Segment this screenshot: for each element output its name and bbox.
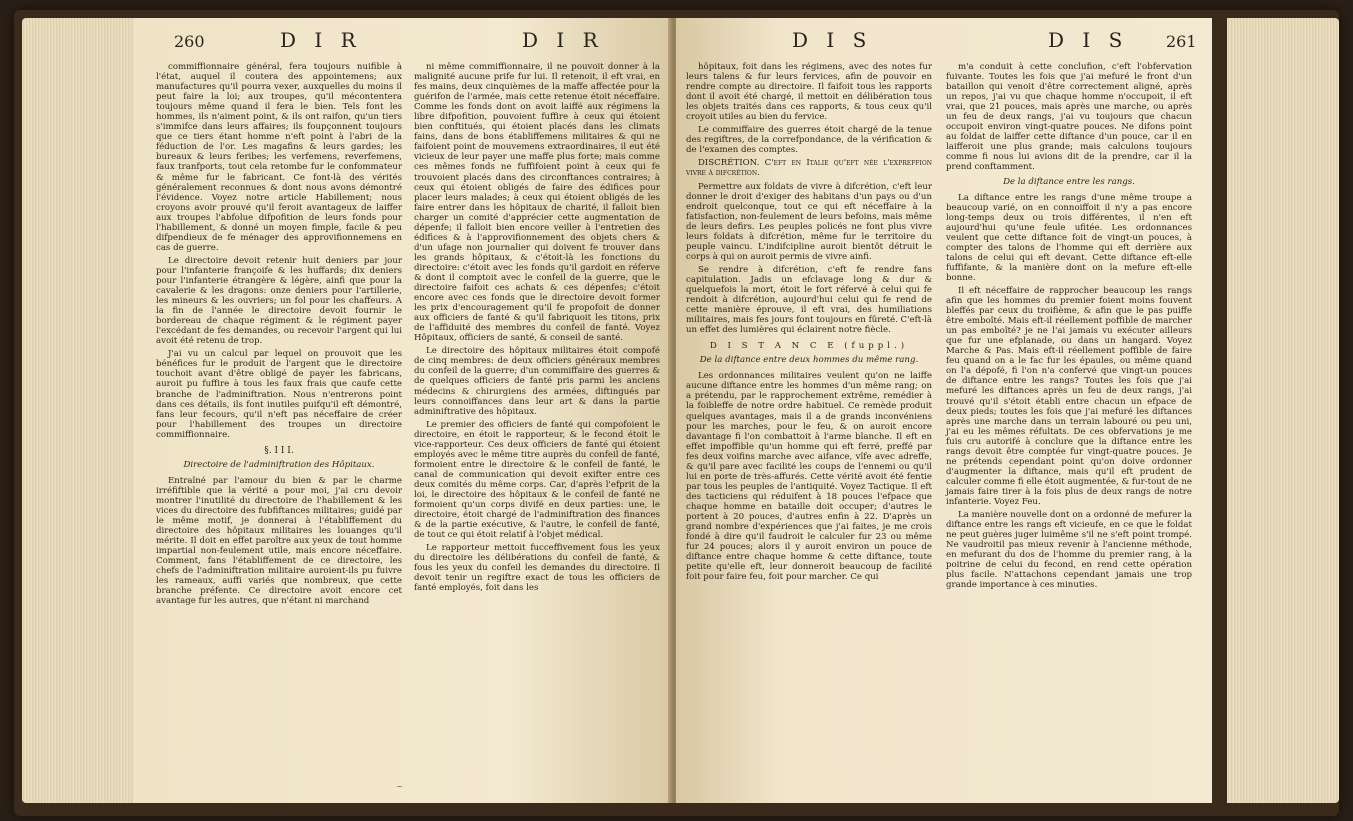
paragraph: commiffionnaire général, fera toujours nuifible à l'état, auquel il coutera des appointemens; aux manufactures qu'il pourra vexer, auxquelles du moins il peut faire la loi; aux troupes, qu'il mécontentera toujours même quand il fera le bien. Tels font les hommes, ils n'aiment point, & ils ont raifon, qu'un tiers s'immifce dans leurs affaires; ils foupçonnent toujours que ce tiers étant homme n'eft point à l'abri de la féduction de l'or. Les magafins & leurs gardes; les bureaux & leurs feribes; les verfemens, reverfemens, faux tranfports, tout cela retombe fur le confommateur & même fur le fabricant. Ce font-là des vérités généralement reconnues & dont nous avons démontré l'évidence. Voyez notre article Habillement; nous croyons avoir prouvé qu'il feroit avantageux de laiffer aux troupes l'abfolue difpofition de leurs fonds pour l'habillement, & donné un moyen fimple, facile & peu difpendieux de fe ménager des approvifionnemens en cas de guerre. [156,62,402,253]
running-head: D I S [1048,28,1129,52]
paragraph: m'a conduit à cette conclufion, c'eft l'obfervation fuivante. Toutes les fois que j'ai mefuré le front d'un bataillon qui venoit d'être correctement aligné, après un repos, j'ai vu que chaque homme n'occupoit, il eft vrai, que 21 pouces, mais après une marche, ou après un feu de deux rangs, j'ai vu toujours que chacun occupoit environ vingt-quatre pouces. Ne difons point au foldat de laiffer cette diftance d'un pouce, car il en laifferoit une plus grande; mais calculons toujours comme fi nous lui avions dit de la prendre, car il la prend conftamment. [946,62,1192,173]
paragraph: Il eft néceffaire de rapprocher beaucoup les rangs afin que les hommes du premier foient moins fouvent bleffés par ceux du troifième, & afin que le pas puiffe être emboîté. Mais eft-il réellement poffible de marcher un pas emboîté? je ne l'ai jamais vu exécuter ailleurs que fur une efplanade, ou dans un hangard. Voyez Marche & Pas. Mais eft-il réellement poffible de faire feu quand on a le fac fur les épaules, ou même quand on l'a dépofé, fi l'on n'a confervé que vingt-un pouces de diftance entre les rangs? Toutes les fois que j'ai mefuré les diftances après un feu de deux rangs, j'ai trouvé qu'il s'étoit établi entre chacun un efpace de deux pieds; toutes les fois que j'ai mefuré les diftances après une marche dans un terrain labouré ou peu uni, j'ai eu les mêmes réfultats. De ces obfervations je me fuis cru autorifé à conclure que la diftance entre les rangs devoit être comptée fur vingt-quatre pouces. Je ne prétends cependant point qu'on doive ordonner d'augmenter la diftance, mais qu'il eft prudent de calculer comme fi elle étoit augmentée, & fur-tout de ne jamais faire tirer à la fois plus de deux rangs de notre infanterie. Voyez Feu. [946,285,1192,507]
text-column-1 [156,62,402,609]
left-page [134,18,672,803]
paragraph: Se rendre à difcrétion, c'eft fe rendre fans capitulation. Jadis un efclavage long & dur & quelquefois la mort, étoit le fort réfervé à celui qui fe rendoit à difcrétion, aujourd'hui celui qui fe rend de cette manière éprouve, il eft vrai, des humiliations militaires, mais fes jours font toujours en fûreté. C'eft-là un effet des lumières qui éclairent notre fiècle. [686,264,932,336]
footer-mark: ~ [396,782,403,791]
text-column-2 [414,62,660,596]
paragraph: Le directoire devoit retenir huit deniers par jour pour l'infanterie françoife & les huffards; dix deniers pour l'infanterie étrangère & légère, ainfi que pour la cavalerie & les dragons: onze deniers pour l'artillerie, les mineurs & les ouvriers; un fol pour les chaffeurs. A la fin de l'année le directoire devoit fournir le bordereau de chaque régiment & le régiment payer l'excédant de fes demandes, ou recevoir l'argent qui lui avoit été retenu de trop. [156,255,402,347]
page-edges-right [1227,18,1339,803]
section-subtitle: Directoire de l'adminiftration des Hôpitaux. [183,459,375,470]
paragraph: Les ordonnances militaires veulent qu'on ne laiffe aucune diftance entre les hommes d'un même rang; on a prétendu, par le rapprochement extrême, remédier à la foibleffe de notre ordre habituel. Ce remède produit quelques avantages, mais il a de grands inconvéniens pour les marches, pour le feu, & on auroit encore davantage fi l'on combattoit à l'arme blanche. Il eft en effet impoffible qu'un homme qui eft ferré, preffé par fes deux voifins marche avec aifance, vîfe avec adreffe, & qu'il pare avec facilité les coups de l'ennemi ou qu'il lui en porte de très-affurés. Cette vérité avoit été fentie par tous les peuples de l'antiquité. Voyez Tactique. Il eft des tacticiens qui réduifent à 18 pouces l'efpace que chaque homme en bataille doit occuper; d'autres le portent à 20 pouces, d'autres enfin à 22. D'après un grand nombre d'expériences que j'ai faites, je me crois fondé à dire qu'il faudroit le calculer fur 23 ou même fur 24 pouces; alors il y auroit environ un pouce de diftance entre chaque homme & cette diftance, toute petite qu'elle eft, leur donneroit beaucoup de facilité foit pour faire feu, foit pour marcher. Ce qui [686,371,932,583]
running-head: D I R [280,28,362,52]
entry-heading: DISCRÉTION. C'eft en Italie qu'eft née l'expreffion vivre à difcrétion. [686,158,932,179]
right-page [676,18,1212,803]
running-head: D I R [522,28,604,52]
paragraph: La manière nouvelle dont on a ordonné de mefurer la diftance entre les rangs eft vicieufe, en ce que le foldat ne peut guères juger luimême s'il ne s'eft point trompé. Ne vaudroitil pas mieux revenir à l'ancienne méthode, en mefurant du dos de l'homme du premier rang, à la poitrine de celui du fecond, en rend cette opération plus facile. N'attachons cependant jamais une trop grande importance à ces minuties. [946,510,1192,591]
page-edges-left [22,18,134,803]
page-number: 261 [1166,32,1197,51]
paragraph: Le commiffaire des guerres étoit chargé de la tenue des regiftres, de la correfpondance, de la vérification & de l'examen des comptes. [686,125,932,156]
text-column-2 [946,62,1192,593]
paragraph: Permettre aux foldats de vivre à difcrétion, c'eft leur donner le droit d'exiger des habitans d'un pays ou d'un endroit quelconque, tout ce qui eft néceffaire à la fatisfaction, non-feulement de leurs befoins, mais même de leurs defirs. Les peuples policés ne font plus vivre leurs foldats à difcrétion, même fur le territoire du peuple vaincu. L'indifcipline auroit bientôt détruit le corps à qui on auroit permis de vivre ainfi. [686,181,932,262]
section-subtitle: De la diftance entre les rangs. [1003,176,1135,187]
section-heading: §. I I I. [264,445,294,456]
entry-heading: D I S T A N C E (fuppl.) [709,341,909,352]
running-head: D I S [792,28,873,52]
paragraph: J'ai vu un calcul par lequel on prouvoit que les bénéfices fur le produit de l'argent que le directoire touchoit avant d'être obligé de payer les fabricans, auroit pu fuffire à tous les faux frais que caufe cette branche de l'adminiftration. Nous n'entrerons point dans ces détails, ils font inutiles puifqu'il eft démontré, fans leur fecours, qu'il n'eft pas néceffaire de créer pour l'habillement des troupes un directoire commiffionnaire. [156,349,402,440]
paragraph: La diftance entre les rangs d'une même troupe a beaucoup varié, on en connoiffoit il n'y a pas encore long-temps deux ou trois différentes, il n'en eft aujourd'hui qu'une feule ufitée. Les ordonnances veulent que cette diftance foit de vingt-un pouces, à compter des talons de l'homme qui eft derrière aux talons de celui qui eft devant. Cette diftance eft-elle fuffifante, & la manière dont on la mefure eft-elle bonne. [946,192,1192,283]
section-subtitle: De la diftance entre deux hommes du même rang. [699,355,919,366]
paragraph: Le directoire des hôpitaux militaires étoit compofé de cinq membres: de deux officiers généraux membres du confeil de la guerre; d'un commiffaire des guerres & de quelques officiers de fanté pris parmi les anciens médecins & chirurgiens des armées, diftingués par leurs connoiffances dans leur art & dans la partie adminiftrative des hôpitaux. [414,346,660,417]
paragraph: hôpitaux, foit dans les régimens, avec des notes fur leurs talens & fur leurs fervices, afin de pouvoir en rendre compte au directoire. Il faifoit tous les rapports dont il avoit été chargé, il mettoit en délibération tous les objets traités dans ces rapports, & tous ceux qu'il croyoit utiles au bien du fervice. [686,62,932,123]
text-column-1 [686,62,932,585]
paragraph: ni même commiffionnaire, il ne pouvoit donner à la malignité aucune prife fur lui. Il retenoit, il eft vrai, en fes mains, deux cinquièmes de la maffe affectée pour la guérifon de l'armée, mais cette retenue étoit néceffaire. Comme les fonds dont on avoit laiffé aux régimens la libre difpofition, pouvoient fuffire à ceux qui étoient bien conftitués, qui étoient placés dans les climats fains, dans de bons établiffemens militaires & qui ne faifoient point de mouvemens extraordinaires, il eut été vicieux de leur payer une maffe plus forte; mais comme ces mêmes fonds ne fuffifoient point à ceux qui fe trouvoient placés dans des circonftances contraires; à ceux qui étoient obligés de faire des édifices pour placer leurs malades; à ceux qui étoient obligés de les faire entrer dans les hôpitaux de charité, il falloit bien charger un comité d'apprécier cette augmentation de dépenfe; il falloit bien encore veiller à l'entretien des édifices & à l'approvifionnement des objets chers & d'un ufage non journalier qui doivent fe trouver dans les grands hôpitaux, & c'étoit-là les fonctions du directoire: c'étoit avec les fonds qu'il gardoit en réferve & dont il comptoit avec le confeil de la guerre, que le directoire faifoit ces achats & ces dépenfes; c'étoit encore avec ces fonds que le directoire devoit former les prix d'encouragement qu'il fe propofoit de donner aux officiers de fanté & qu'il fabriquoit les titons, prix de l'affiduité des membres du confeil de fanté. Voyez Hôpitaux, officiers de santé, & conseil de santé. [414,62,660,344]
paragraph: Le rapporteur mettoit fucceffivement fous les yeux du directoire les délibérations du confeil de fanté, & fous les yeux du confeil les demandes du directoire. Il devoit tenir un regiftre exact de tous les officiers de fanté employés, foit dans les [414,543,660,594]
paragraph: Entraîné par l'amour du bien & par le charme irréfiftible que la vérité a pour moi, j'ai cru devoir montrer l'inutilité du directoire de l'habillement & les vices du directoire des fubfiftances militaires; guidé par le même motif, je donnerai à l'établiffement du directoire des hôpitaux militaires les louanges qu'il mérite. Il doit en effet paroître aux yeux de tout homme impartial non-feulement utile, mais encore néceffaire. Comment, fans l'établiffement de ce directoire, les chefs de l'adminiftration militaire auroient-ils pu fuivre les rameaux, auffi variés que nombreux, que cette branche préfente. Ce directoire avoit encore cet avantage fur les autres, que n'étant ni marchand [156,475,402,607]
page-number: 260 [174,32,205,51]
paragraph: Le premier des officiers de fanté qui compofoient le directoire, en étoit le rapporteur, & le fecond étoit le vice-rapporteur. Ces deux officiers de fanté qui étoient employés avec le même titre auprès du confeil de fanté, formoient entre le directoire & le confeil de fanté, le canal de communication qui devoit exifter entre ces deux comités du même corps. Car, d'après l'efprit de la loi, le directoire des hôpitaux & le confeil de fanté ne formoient qu'un corps divifé en deux parties: une, le directoire, étoit chargé de l'adminiftration des finances & de la partie exécutive, & l'autre, le confeil de fanté, de tout ce qui étoit relatif à l'objet médical. [414,419,660,541]
